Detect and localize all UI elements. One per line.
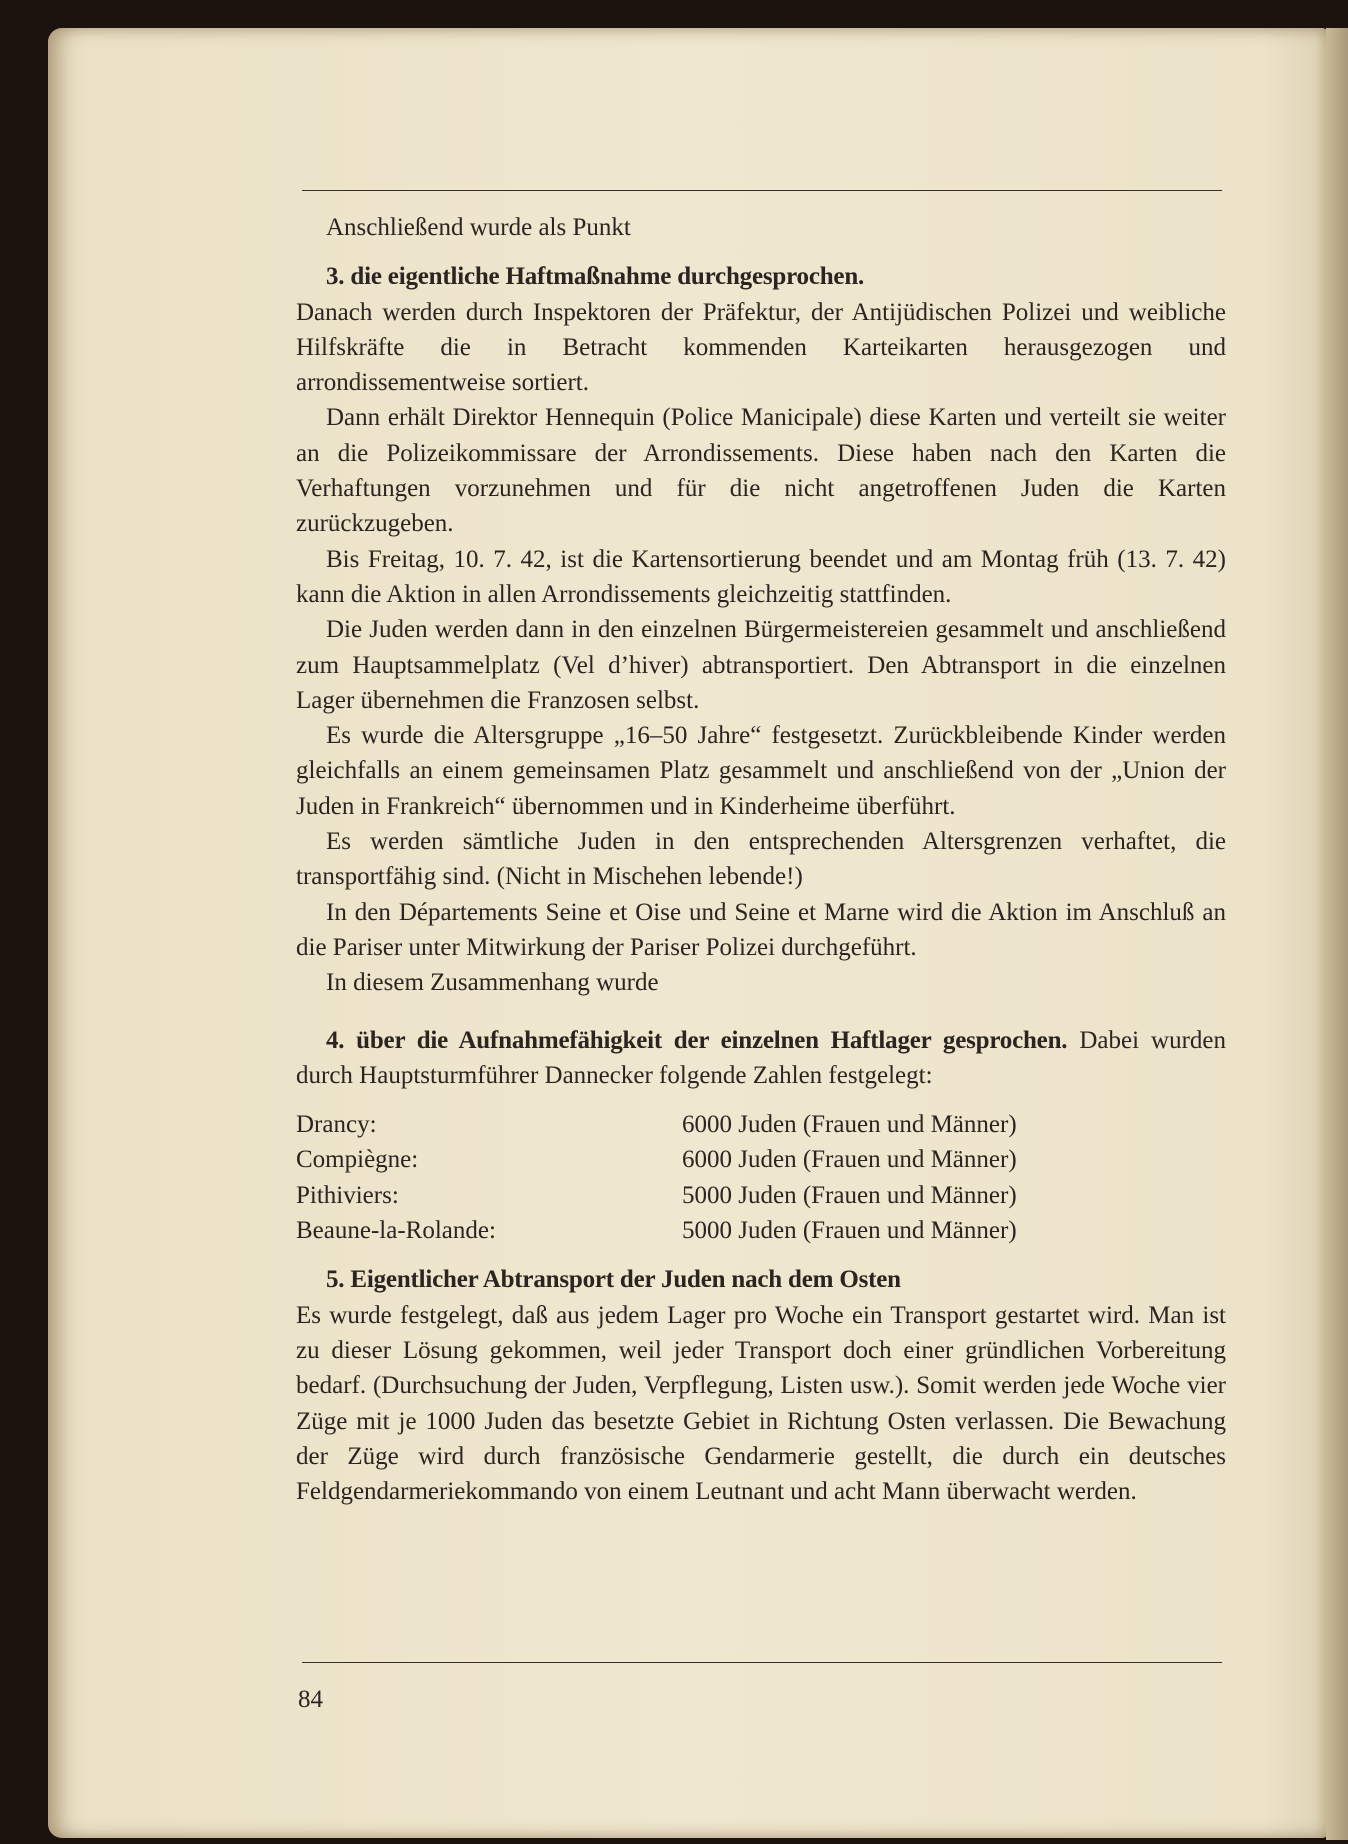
paragraph: Dann erhält Direktor Hennequin (Police Manicipale) diese Karten und verteilt sie weiter an die Polizeikommissare der Arrondissements. Diese haben nach den Karten die Verhaftungen vorzunehmen und für die nicht angetroffenen Juden die Karten zurückzugeben. xyxy=(296,404,1226,538)
table-row xyxy=(296,1178,1017,1213)
table-row xyxy=(296,1142,1017,1177)
camp-name: Compiègne: xyxy=(296,1146,419,1174)
camp-capacity: 5000 Juden (Frauen und Männer) xyxy=(682,1181,1017,1209)
footer-rule xyxy=(302,1662,1222,1663)
paragraph: Es wurde festgelegt, daß aus jedem Lager pro Woche ein Transport gestartet wird. Man ist zu dieser Lösung gekommen, weil jeder Transport doch einer gründlichen Vorbereitung bedarf. (Durchsuchung der Juden, Verpflegung, Listen usw.). Somit werden jede Woche vier Züge mit je 1000 Juden das besetzte Gebiet in Richtung Osten verlassen. Die Bewachung der Züge wird durch französische Gendarmerie gestellt, die durch ein deutsches Feldgendarmeriekommando von einem Leutnant und acht Mann überwacht werden. xyxy=(296,1301,1226,1506)
paragraph: In diesem Zusammenhang wurde xyxy=(326,969,659,997)
camp-capacity: 6000 Juden (Frauen und Männer) xyxy=(682,1146,1017,1174)
section-3-heading: 3. die eigentliche Haftmaßnahme durchgesprochen. xyxy=(326,263,865,291)
camp-name: Pithiviers: xyxy=(296,1181,399,1209)
paragraph: Danach werden durch Inspektoren der Präfektur, der Antijüdischen Polizei und weibliche Hilfskräfte die in Betracht kommenden Karteikarten herausgezogen und arrondissementweise sortiert. xyxy=(296,298,1226,397)
section-5-heading: 5. Eigentlicher Abtransport der Juden nach dem Osten xyxy=(326,1266,901,1294)
paragraph: In den Départements Seine et Oise und Seine et Marne wird die Aktion im Anschluß an die Pariser unter Mitwirkung der Pariser Polizei durchgeführt. xyxy=(296,898,1226,961)
header-rule xyxy=(302,190,1222,191)
camp-capacity: 5000 Juden (Frauen und Männer) xyxy=(682,1217,1017,1245)
section-4-text: Dabei wurden durch Hauptsturmführer Dannecker folgende Zahlen festgelegt: xyxy=(296,1026,1226,1089)
section-4-heading: 4. über die Aufnahmefähigkeit der einzelnen Haftlager gesprochen. xyxy=(326,1026,1068,1054)
intro-line: Anschließend wurde als Punkt xyxy=(326,214,631,241)
table-row xyxy=(296,1107,1017,1142)
camp-name: Drancy: xyxy=(296,1111,377,1139)
facing-page-edge xyxy=(1326,28,1348,1840)
paragraph: Es werden sämtliche Juden in den entsprechenden Altersgrenzen verhaftet, die transportfähig sind. (Nicht in Mischehen lebende!) xyxy=(296,828,1226,891)
paragraph: Die Juden werden dann in den einzelnen Bürgermeistereien gesammelt und anschließend zum Hauptsammelplatz (Vel d’hiver) abtransportiert. Den Abtransport in die einzelnen Lager übernehmen die Franzosen selbst. xyxy=(296,616,1226,714)
camp-capacity-table xyxy=(296,1107,1017,1248)
paragraph: Bis Freitag, 10. 7. 42, ist die Kartensortierung beendet und am Montag früh (13. 7. 42) kann die Aktion in allen Arrondissements gleichzeitig stattfinden. xyxy=(296,545,1226,608)
camp-name: Beaune-la-Rolande: xyxy=(296,1217,496,1245)
section-4-paragraph xyxy=(296,1023,1226,1094)
page-body xyxy=(296,210,1226,1509)
camp-capacity: 6000 Juden (Frauen und Männer) xyxy=(682,1111,1017,1139)
table-row xyxy=(296,1213,1017,1248)
paragraph: Es wurde die Altersgruppe „16–50 Jahre“ festgesetzt. Zurückbleibende Kinder werden gleichfalls an einem gemeinsamen Platz gesammelt und anschließend von der „Union der Juden in Frankreich“ übernommen und in Kinderheime überführt. xyxy=(296,722,1226,820)
page-number: 84 xyxy=(298,1686,323,1713)
